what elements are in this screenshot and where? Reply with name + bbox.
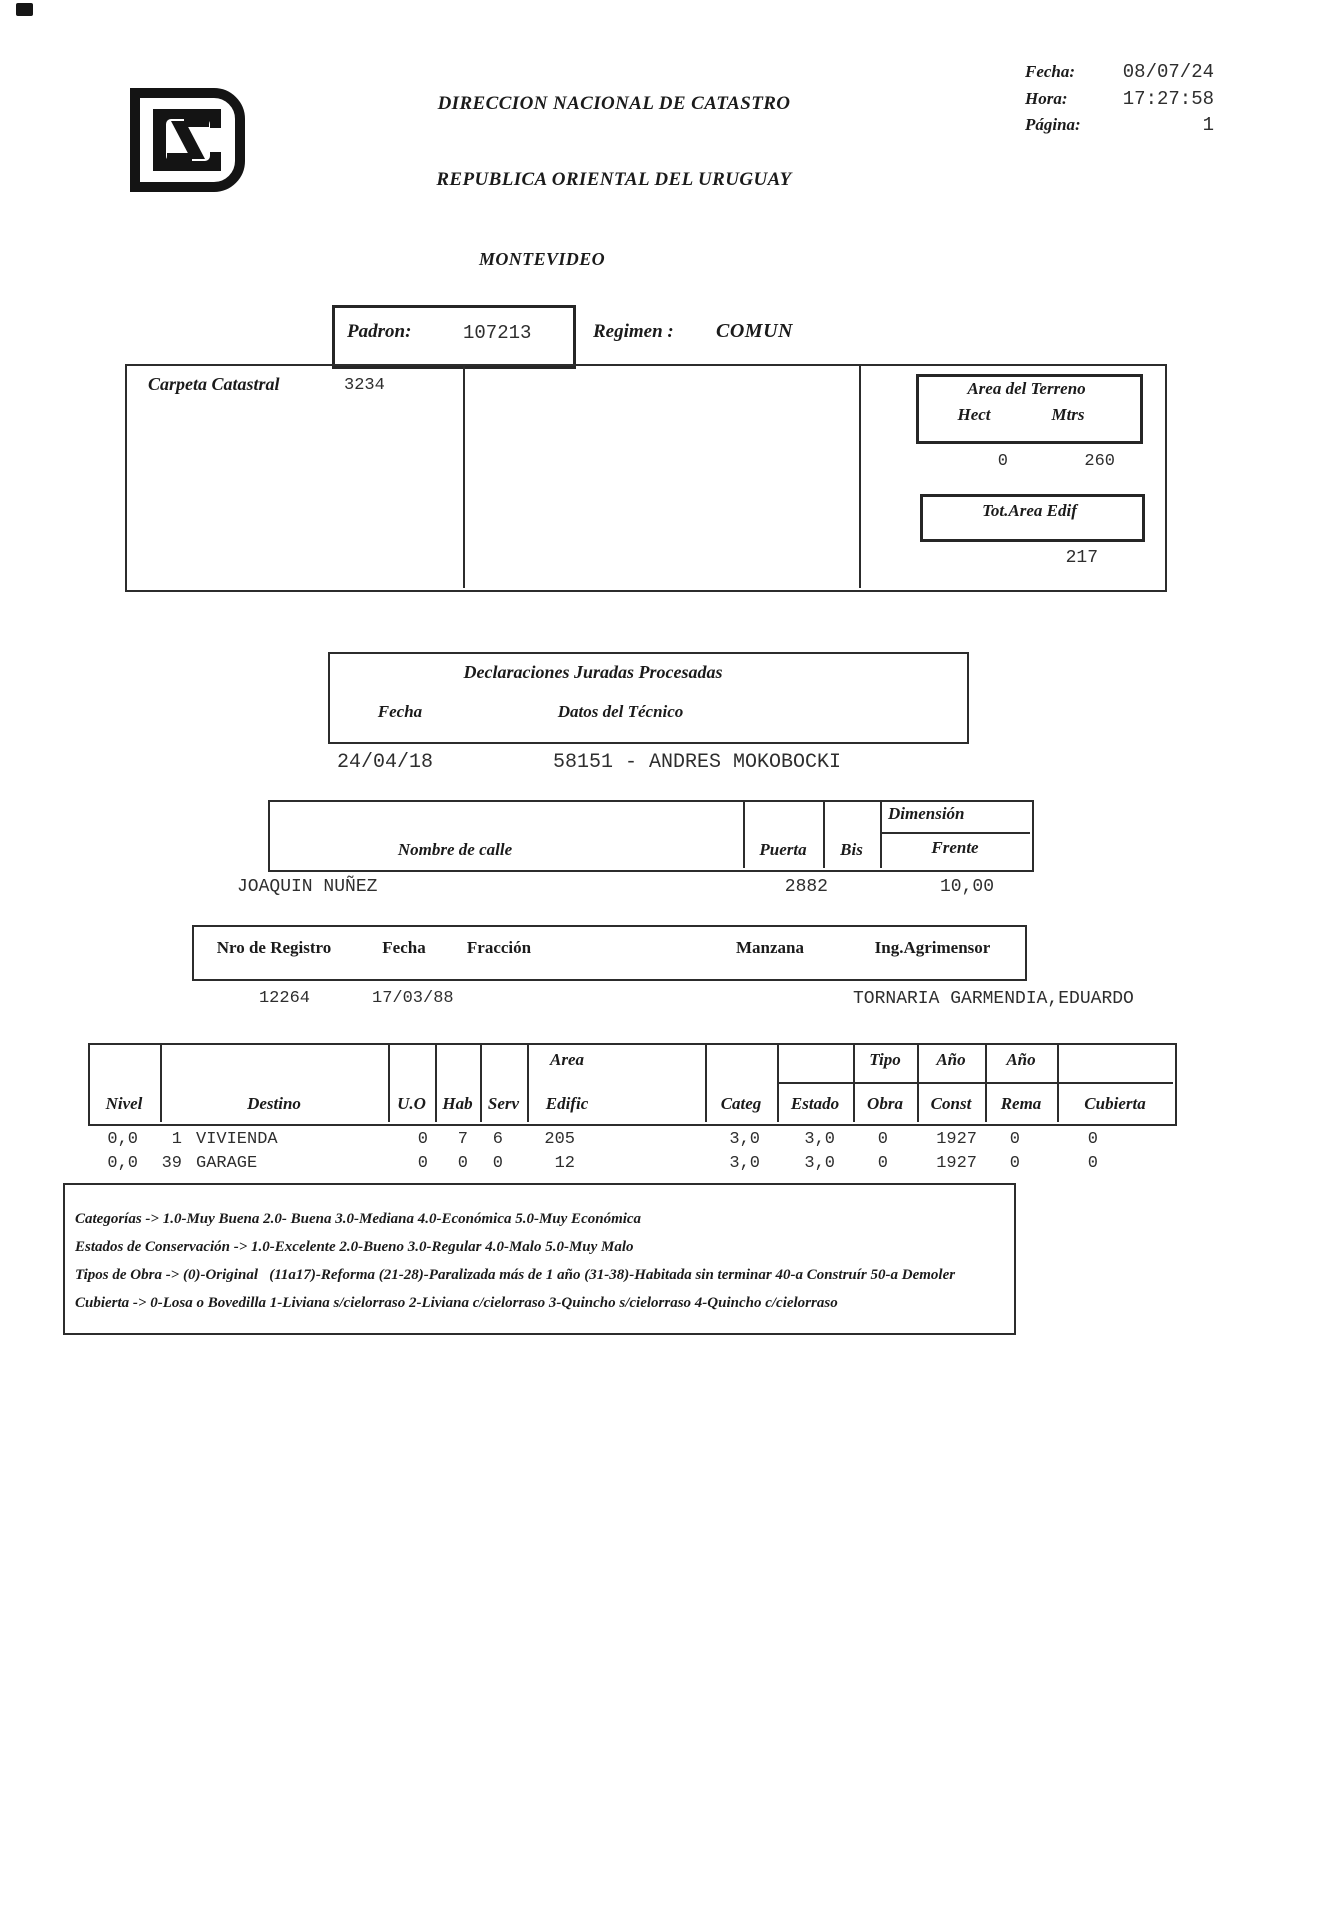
col-anio2-bottom: Rema <box>1000 1094 1042 1113</box>
dimension-underline <box>880 832 1030 834</box>
cell-destino-num: 1 <box>171 1130 182 1149</box>
col-hab: Hab <box>442 1094 473 1113</box>
fecha-value: 08/07/24 <box>1122 61 1214 83</box>
cell-nivel: 0,0 <box>107 1154 138 1173</box>
puerta-value: 2882 <box>784 877 828 897</box>
legend-tipos-obra: Tipos de Obra -> (0)-Original (11a17)-Reforma (21-28)-Paralizada más de 1 año (31-38)-Habitada sin terminar 40-a Construír 50-a Demoler <box>75 1267 956 1283</box>
cell-uo: 0 <box>417 1154 428 1173</box>
carpeta-label: Carpeta Catastral <box>148 374 280 394</box>
frente-label: Frente <box>931 838 979 857</box>
hect-label: Hect <box>957 405 991 424</box>
col-serv: Serv <box>487 1094 520 1113</box>
area-terreno-title: Area del Terreno <box>967 379 1086 398</box>
col-tipo-bottom: Obra <box>867 1094 903 1113</box>
cell-hab: 7 <box>457 1130 468 1149</box>
col-anio1-top: Año <box>936 1050 966 1069</box>
pagina-value: 1 <box>1202 114 1214 136</box>
padron-label: Padron: <box>347 321 412 342</box>
pagina-label: Página: <box>1025 115 1081 134</box>
legend-estados: Estados de Conservación -> 1.0-Excelente 2.0-Bueno 3.0-Regular 4.0-Malo 5.0-Muy Malo <box>75 1239 634 1255</box>
frente-value: 10,00 <box>939 877 994 897</box>
nro-registro-label: Nro de Registro <box>216 938 332 957</box>
org-title-line2: REPUBLICA ORIENTAL DEL URUGUAY <box>436 169 792 190</box>
cell-hab: 0 <box>457 1154 468 1173</box>
cell-tipo-obra: 0 <box>877 1154 888 1173</box>
hora-label: Hora: <box>1025 89 1068 108</box>
cell-categ: 3,0 <box>729 1154 760 1173</box>
cell-anio-rema: 0 <box>1009 1154 1020 1173</box>
cell-destino-nombre: GARAGE <box>196 1154 258 1173</box>
col-estado: Estado <box>790 1094 840 1113</box>
cell-uo: 0 <box>417 1130 428 1149</box>
tabla-header-midline <box>777 1082 1173 1084</box>
declaraciones-title: Declaraciones Juradas Procesadas <box>463 662 723 682</box>
cell-serv: 0 <box>492 1154 503 1173</box>
declaraciones-fecha-value: 24/04/18 <box>337 751 434 774</box>
hora-value: 17:27:58 <box>1122 88 1214 110</box>
registro-fecha-value: 17/03/88 <box>372 989 454 1008</box>
declaraciones-fecha-label: Fecha <box>377 702 423 721</box>
corner-artifact <box>16 3 33 16</box>
legend-cubierta: Cubierta -> 0-Losa o Bovedilla 1-Liviana s/cielorraso 2-Liviana c/cielorraso 3-Quincho s/cielorraso 4-Quincho c/cielorraso <box>75 1295 838 1311</box>
cell-estado: 3,0 <box>804 1154 835 1173</box>
tot-area-label: Tot.Area Edif <box>982 501 1077 520</box>
cell-categ: 3,0 <box>729 1130 760 1149</box>
legend-box <box>63 1183 1016 1335</box>
col-anio1-bottom: Const <box>930 1094 972 1113</box>
cell-nivel: 0,0 <box>107 1130 138 1149</box>
cell-cubierta: 0 <box>1087 1130 1098 1149</box>
fecha-label: Fecha: <box>1025 62 1076 81</box>
registro-fecha-label: Fecha <box>382 938 426 957</box>
parcel-divider-2 <box>859 364 861 588</box>
cell-serv: 6 <box>492 1130 503 1149</box>
cell-anio-rema: 0 <box>1009 1130 1020 1149</box>
nro-registro-value: 12264 <box>258 989 310 1008</box>
cell-destino-nombre: VIVIENDA <box>196 1130 278 1149</box>
calle-divider-dimension <box>880 800 882 868</box>
agrimensor-value: TORNARIA GARMENDIA,EDUARDO <box>853 989 1134 1009</box>
org-title-line1: DIRECCION NACIONAL DE CATASTRO <box>437 93 791 114</box>
regimen-value: COMUN <box>716 320 793 342</box>
padron-value: 107213 <box>463 322 532 344</box>
nombre-calle-label: Nombre de calle <box>397 840 513 859</box>
carpeta-value: 3234 <box>344 376 385 395</box>
agrimensor-label: Ing.Agrimensor <box>874 938 991 957</box>
bis-label: Bis <box>840 840 863 859</box>
mtrs-label: Mtrs <box>1051 405 1085 424</box>
dnc-logo-icon <box>130 88 248 192</box>
department-title: MONTEVIDEO <box>478 249 606 269</box>
mtrs-value: 260 <box>1084 452 1115 471</box>
cell-tipo-obra: 0 <box>877 1130 888 1149</box>
cell-cubierta: 0 <box>1087 1154 1098 1173</box>
col-area-top: Area <box>550 1050 584 1069</box>
col-anio2-top: Año <box>1006 1050 1036 1069</box>
col-area-bottom: Edific <box>545 1094 589 1113</box>
nombre-calle-value: JOAQUIN NUÑEZ <box>237 877 378 897</box>
tot-area-value: 217 <box>1065 548 1098 568</box>
hect-value: 0 <box>997 452 1008 471</box>
regimen-label: Regimen : <box>593 321 674 342</box>
tecnico-value: 58151 - ANDRES MOKOBOCKI <box>553 751 842 774</box>
cell-area: 205 <box>544 1130 575 1149</box>
fraccion-label: Fracción <box>466 938 532 957</box>
manzana-label: Manzana <box>736 938 804 957</box>
tecnico-label: Datos del Técnico <box>557 702 684 721</box>
cell-destino-num: 39 <box>161 1154 182 1173</box>
cell-anio-const: 1927 <box>936 1130 977 1149</box>
cell-anio-const: 1927 <box>936 1154 977 1173</box>
col-cubierta: Cubierta <box>1084 1094 1146 1113</box>
parcel-divider-1 <box>463 364 465 588</box>
col-nivel: Nivel <box>105 1094 143 1113</box>
cell-area: 12 <box>554 1154 575 1173</box>
col-categ: Categ <box>720 1094 762 1113</box>
dimension-label: Dimensión <box>888 804 965 823</box>
col-tipo-top: Tipo <box>869 1050 901 1069</box>
col-destino: Destino <box>247 1094 301 1113</box>
col-uo: U.O <box>397 1094 426 1113</box>
legend-categorias: Categorías -> 1.0-Muy Buena 2.0- Buena 3.0-Mediana 4.0-Económica 5.0-Muy Económica <box>75 1211 642 1227</box>
cell-estado: 3,0 <box>804 1130 835 1149</box>
puerta-label: Puerta <box>759 840 807 859</box>
